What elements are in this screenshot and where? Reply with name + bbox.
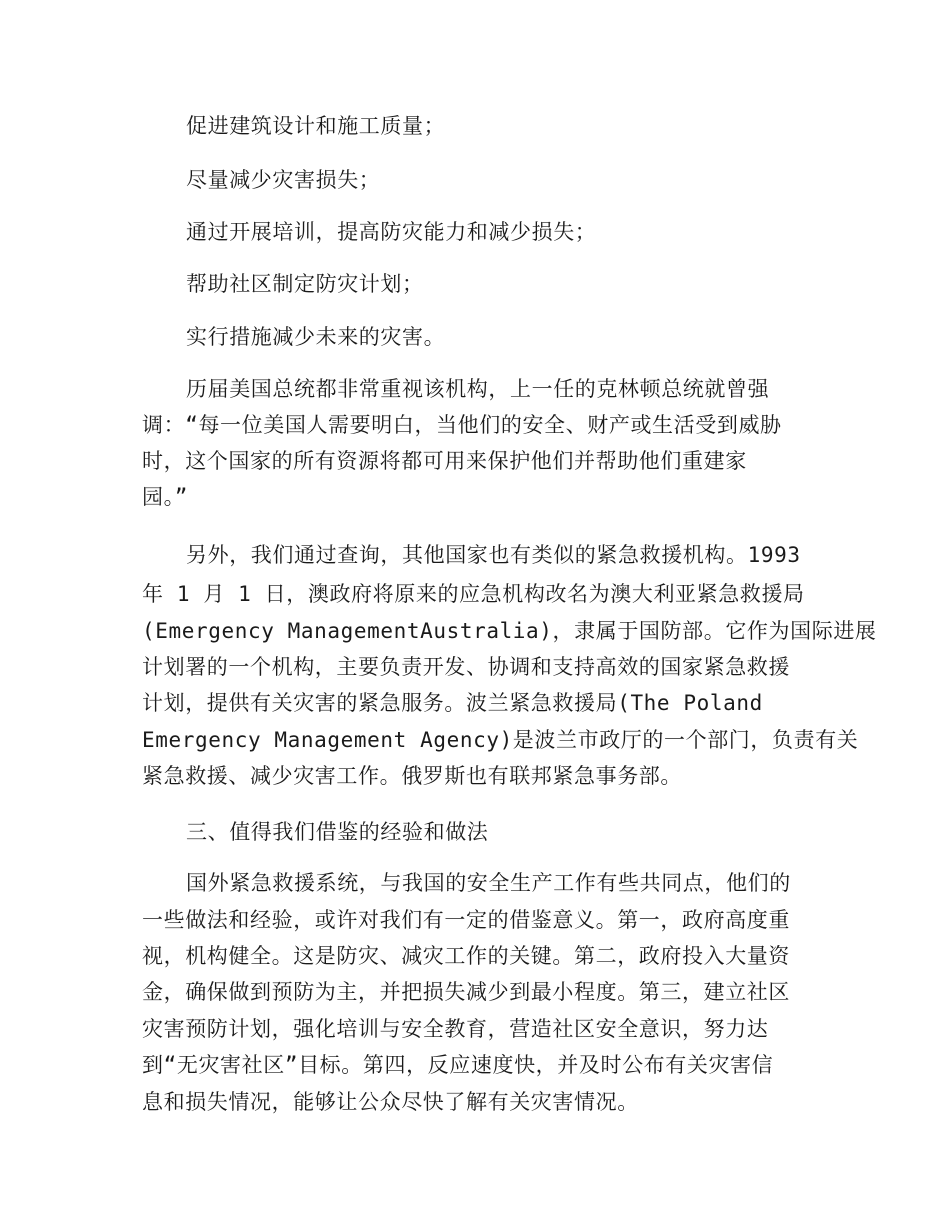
paragraph-line: 调：“每一位美国人需要明白，当他们的安全、财产或生活受到威胁 bbox=[142, 413, 782, 437]
paragraph-line: 计划署的一个机构，主要负责开发、协调和支持高效的国家紧急救援 bbox=[142, 655, 790, 679]
paragraph-line: 到“无灾害社区”目标。第四，反应速度快，并及时公布有关灾害信 bbox=[142, 1053, 774, 1077]
paragraph-line: 另外，我们通过查询，其他国家也有类似的紧急救援机构。1993 bbox=[186, 543, 801, 567]
paragraph-line: 灾害预防计划，强化培训与安全教育，营造社区安全意识，努力达 bbox=[142, 1017, 769, 1041]
bullet-line: 实行措施减少未来的灾害。 bbox=[186, 325, 446, 349]
bullet-line: 促进建筑设计和施工质量； bbox=[186, 114, 446, 138]
paragraph-line: 一些做法和经验，或许对我们有一定的借鉴意义。第一，政府高度重 bbox=[142, 908, 790, 932]
paragraph-line: 时，这个国家的所有资源将都可用来保护他们并帮助他们重建家 bbox=[142, 449, 747, 473]
paragraph-line: 视，机构健全。这是防灾、减灾工作的关键。第二，政府投入大量资 bbox=[142, 944, 790, 968]
paragraph-line: 息和损失情况，能够让公众尽快了解有关灾害情况。 bbox=[142, 1090, 639, 1114]
paragraph-line: 年 1 月 1 日，澳政府将原来的应急机构改名为澳大利亚紧急救援局 bbox=[142, 582, 805, 606]
bullet-line: 帮助社区制定防灾计划； bbox=[186, 272, 424, 296]
bullet-line: 通过开展培训，提高防灾能力和减少损失； bbox=[186, 220, 597, 244]
paragraph-line: 历届美国总统都非常重视该机构，上一任的克林顿总统就曾强 bbox=[186, 377, 770, 401]
bullet-line: 尽量减少灾害损失； bbox=[186, 168, 381, 192]
paragraph-line: 计划，提供有关灾害的紧急服务。波兰紧急救援局(The Poland bbox=[142, 691, 763, 715]
paragraph-line: (Emergency ManagementAustralia)，隶属于国防部。它作为国际进展 bbox=[142, 619, 877, 643]
paragraph-line: 园。” bbox=[142, 485, 188, 509]
paragraph-line: 紧急救援、减少灾害工作。俄罗斯也有联邦紧急事务部。 bbox=[142, 764, 682, 788]
section-heading: 三、值得我们借鉴的经验和做法 bbox=[186, 820, 489, 844]
paragraph-line: 国外紧急救援系统，与我国的安全生产工作有些共同点，他们的 bbox=[186, 871, 791, 895]
paragraph-line: Emergency Management Agency)是波兰市政厅的一个部门，负责有关 bbox=[142, 728, 859, 752]
paragraph-line: 金，确保做到预防为主，并把损失减少到最小程度。第三，建立社区 bbox=[142, 980, 790, 1004]
